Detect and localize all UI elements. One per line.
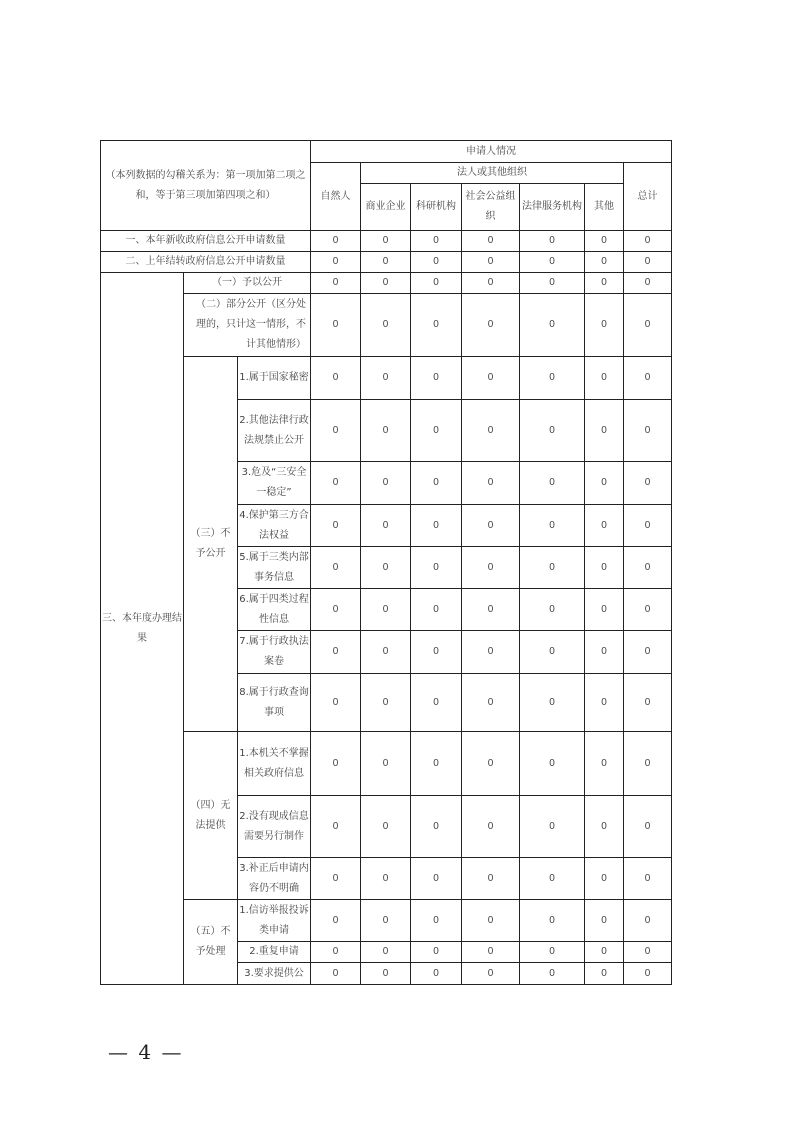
value-cell: 0 bbox=[361, 732, 411, 796]
value-cell: 0 bbox=[361, 400, 411, 462]
value-cell: 0 bbox=[311, 357, 361, 400]
not-disclose-item-label: 1.属于国家秘密 bbox=[238, 357, 311, 400]
value-cell: 0 bbox=[361, 273, 411, 294]
header-applicant-situation: 申请人情况 bbox=[311, 141, 672, 163]
disclose-label: （一）予以公开 bbox=[184, 273, 311, 294]
value-cell: 0 bbox=[520, 252, 585, 273]
value-cell: 0 bbox=[361, 505, 411, 547]
value-cell: 0 bbox=[311, 674, 361, 732]
value-cell: 0 bbox=[585, 505, 624, 547]
value-cell: 0 bbox=[585, 796, 624, 858]
header-legal-or-other-orgs: 法人或其他组织 bbox=[361, 163, 624, 184]
value-cell: 0 bbox=[462, 631, 520, 674]
value-cell: 0 bbox=[361, 252, 411, 273]
value-cell: 0 bbox=[411, 796, 462, 858]
value-cell: 0 bbox=[411, 294, 462, 357]
value-cell: 0 bbox=[411, 732, 462, 796]
value-cell: 0 bbox=[624, 357, 672, 400]
table-row bbox=[101, 273, 672, 294]
value-cell: 0 bbox=[520, 357, 585, 400]
value-cell: 0 bbox=[411, 900, 462, 942]
value-cell: 0 bbox=[411, 858, 462, 900]
value-cell: 0 bbox=[311, 462, 361, 505]
value-cell: 0 bbox=[624, 858, 672, 900]
page-number: — 4 — bbox=[108, 1040, 184, 1064]
table-row bbox=[101, 900, 672, 942]
value-cell: 0 bbox=[585, 631, 624, 674]
value-cell: 0 bbox=[361, 547, 411, 589]
value-cell: 0 bbox=[462, 357, 520, 400]
header-legal-service-org: 法律服务机构 bbox=[520, 184, 585, 231]
value-cell: 0 bbox=[462, 942, 520, 963]
value-cell: 0 bbox=[520, 547, 585, 589]
value-cell: 0 bbox=[361, 231, 411, 252]
value-cell: 0 bbox=[585, 462, 624, 505]
value-cell: 0 bbox=[520, 273, 585, 294]
value-cell: 0 bbox=[462, 589, 520, 631]
value-cell: 0 bbox=[411, 963, 462, 985]
not-disclose-item-label: 8.属于行政查询事项 bbox=[238, 674, 311, 732]
value-cell: 0 bbox=[311, 963, 361, 985]
header-natural-person: 自然人 bbox=[311, 163, 361, 231]
table-row bbox=[101, 252, 672, 273]
value-cell: 0 bbox=[462, 252, 520, 273]
value-cell: 0 bbox=[311, 231, 361, 252]
value-cell: 0 bbox=[624, 294, 672, 357]
value-cell: 0 bbox=[624, 963, 672, 985]
value-cell: 0 bbox=[585, 674, 624, 732]
value-cell: 0 bbox=[520, 505, 585, 547]
value-cell: 0 bbox=[411, 589, 462, 631]
not-disclose-item-label: 7.属于行政执法案卷 bbox=[238, 631, 311, 674]
value-cell: 0 bbox=[462, 273, 520, 294]
value-cell: 0 bbox=[361, 942, 411, 963]
value-cell: 0 bbox=[624, 547, 672, 589]
table-row bbox=[101, 294, 672, 357]
gov-info-disclosure-table bbox=[100, 140, 672, 985]
value-cell: 0 bbox=[411, 547, 462, 589]
value-cell: 0 bbox=[411, 357, 462, 400]
row-label: 二、上年结转政府信息公开申请数量 bbox=[101, 252, 311, 273]
value-cell: 0 bbox=[520, 674, 585, 732]
value-cell: 0 bbox=[520, 900, 585, 942]
value-cell: 0 bbox=[311, 294, 361, 357]
value-cell: 0 bbox=[462, 400, 520, 462]
value-cell: 0 bbox=[311, 252, 361, 273]
partial-disclose-label: （二）部分公开（区分处理的，只计这一情形，不计其他情形） bbox=[184, 294, 311, 357]
value-cell: 0 bbox=[462, 294, 520, 357]
header-total: 总计 bbox=[624, 163, 672, 231]
value-cell: 0 bbox=[411, 942, 462, 963]
not-disclose-item-label: 5.属于三类内部事务信息 bbox=[238, 547, 311, 589]
value-cell: 0 bbox=[462, 231, 520, 252]
value-cell: 0 bbox=[585, 732, 624, 796]
value-cell: 0 bbox=[411, 462, 462, 505]
value-cell: 0 bbox=[624, 273, 672, 294]
cannot-provide-item-label: 3.补正后申请内容仍不明确 bbox=[238, 858, 311, 900]
not-disclose-item-label: 2.其他法律行政法规禁止公开 bbox=[238, 400, 311, 462]
value-cell: 0 bbox=[462, 963, 520, 985]
value-cell: 0 bbox=[411, 400, 462, 462]
header-commercial-enterprise: 商业企业 bbox=[361, 184, 411, 231]
value-cell: 0 bbox=[624, 900, 672, 942]
header-social-welfare-org: 社会公益组织 bbox=[462, 184, 520, 231]
value-cell: 0 bbox=[624, 732, 672, 796]
value-cell: 0 bbox=[311, 505, 361, 547]
value-cell: 0 bbox=[411, 674, 462, 732]
not-processed-item-label: 2.重复申请 bbox=[238, 942, 311, 963]
value-cell: 0 bbox=[361, 858, 411, 900]
cannot-provide-item-label: 2.没有现成信息需要另行制作 bbox=[238, 796, 311, 858]
value-cell: 0 bbox=[361, 294, 411, 357]
value-cell: 0 bbox=[585, 858, 624, 900]
not-processed-item-label: 1.信访举报投诉类申请 bbox=[238, 900, 311, 942]
value-cell: 0 bbox=[520, 942, 585, 963]
row-label: 一、本年新收政府信息公开申请数量 bbox=[101, 231, 311, 252]
value-cell: 0 bbox=[624, 674, 672, 732]
value-cell: 0 bbox=[585, 231, 624, 252]
value-cell: 0 bbox=[585, 900, 624, 942]
value-cell: 0 bbox=[585, 547, 624, 589]
table-row bbox=[101, 732, 672, 796]
value-cell: 0 bbox=[585, 357, 624, 400]
value-cell: 0 bbox=[411, 631, 462, 674]
not-processed-item-label: 3.要求提供公 bbox=[238, 963, 311, 985]
value-cell: 0 bbox=[585, 252, 624, 273]
value-cell: 0 bbox=[311, 589, 361, 631]
value-cell: 0 bbox=[311, 400, 361, 462]
value-cell: 0 bbox=[585, 294, 624, 357]
value-cell: 0 bbox=[311, 858, 361, 900]
corner-note: （本列数据的勾稽关系为：第一项加第二项之和，等于第三项加第四项之和） bbox=[101, 141, 311, 231]
value-cell: 0 bbox=[361, 900, 411, 942]
value-cell: 0 bbox=[520, 400, 585, 462]
value-cell: 0 bbox=[520, 796, 585, 858]
not-disclose-group-label: （三）不予公开 bbox=[184, 357, 238, 732]
section3-label: 三、本年度办理结果 bbox=[101, 273, 184, 985]
value-cell: 0 bbox=[361, 963, 411, 985]
value-cell: 0 bbox=[361, 674, 411, 732]
value-cell: 0 bbox=[361, 462, 411, 505]
value-cell: 0 bbox=[311, 942, 361, 963]
value-cell: 0 bbox=[411, 273, 462, 294]
value-cell: 0 bbox=[520, 963, 585, 985]
not-disclose-item-label: 3.危及“三安全一稳定” bbox=[238, 462, 311, 505]
value-cell: 0 bbox=[411, 505, 462, 547]
value-cell: 0 bbox=[462, 547, 520, 589]
value-cell: 0 bbox=[311, 900, 361, 942]
value-cell: 0 bbox=[311, 273, 361, 294]
value-cell: 0 bbox=[520, 631, 585, 674]
value-cell: 0 bbox=[624, 400, 672, 462]
value-cell: 0 bbox=[462, 796, 520, 858]
value-cell: 0 bbox=[462, 674, 520, 732]
value-cell: 0 bbox=[585, 963, 624, 985]
value-cell: 0 bbox=[624, 462, 672, 505]
not-disclose-item-label: 6.属于四类过程性信息 bbox=[238, 589, 311, 631]
value-cell: 0 bbox=[361, 589, 411, 631]
value-cell: 0 bbox=[361, 357, 411, 400]
value-cell: 0 bbox=[411, 231, 462, 252]
header-research-institution: 科研机构 bbox=[411, 184, 462, 231]
value-cell: 0 bbox=[624, 252, 672, 273]
cannot-provide-group-label: （四）无法提供 bbox=[184, 732, 238, 900]
value-cell: 0 bbox=[624, 631, 672, 674]
value-cell: 0 bbox=[462, 900, 520, 942]
value-cell: 0 bbox=[585, 273, 624, 294]
value-cell: 0 bbox=[462, 858, 520, 900]
value-cell: 0 bbox=[520, 589, 585, 631]
value-cell: 0 bbox=[311, 796, 361, 858]
header-other: 其他 bbox=[585, 184, 624, 231]
value-cell: 0 bbox=[520, 231, 585, 252]
table-row bbox=[101, 231, 672, 252]
value-cell: 0 bbox=[311, 631, 361, 674]
value-cell: 0 bbox=[585, 400, 624, 462]
value-cell: 0 bbox=[624, 231, 672, 252]
value-cell: 0 bbox=[361, 796, 411, 858]
value-cell: 0 bbox=[520, 462, 585, 505]
value-cell: 0 bbox=[520, 294, 585, 357]
value-cell: 0 bbox=[462, 505, 520, 547]
value-cell: 0 bbox=[520, 732, 585, 796]
not-disclose-item-label: 4.保护第三方合法权益 bbox=[238, 505, 311, 547]
value-cell: 0 bbox=[462, 462, 520, 505]
value-cell: 0 bbox=[624, 942, 672, 963]
cannot-provide-item-label: 1.本机关不掌握相关政府信息 bbox=[238, 732, 311, 796]
value-cell: 0 bbox=[585, 942, 624, 963]
value-cell: 0 bbox=[361, 631, 411, 674]
value-cell: 0 bbox=[624, 589, 672, 631]
not-processed-group-label: （五）不予处理 bbox=[184, 900, 238, 985]
table-row bbox=[101, 357, 672, 400]
value-cell: 0 bbox=[462, 732, 520, 796]
value-cell: 0 bbox=[585, 589, 624, 631]
value-cell: 0 bbox=[411, 252, 462, 273]
value-cell: 0 bbox=[311, 732, 361, 796]
value-cell: 0 bbox=[624, 796, 672, 858]
value-cell: 0 bbox=[624, 505, 672, 547]
value-cell: 0 bbox=[311, 547, 361, 589]
value-cell: 0 bbox=[520, 858, 585, 900]
